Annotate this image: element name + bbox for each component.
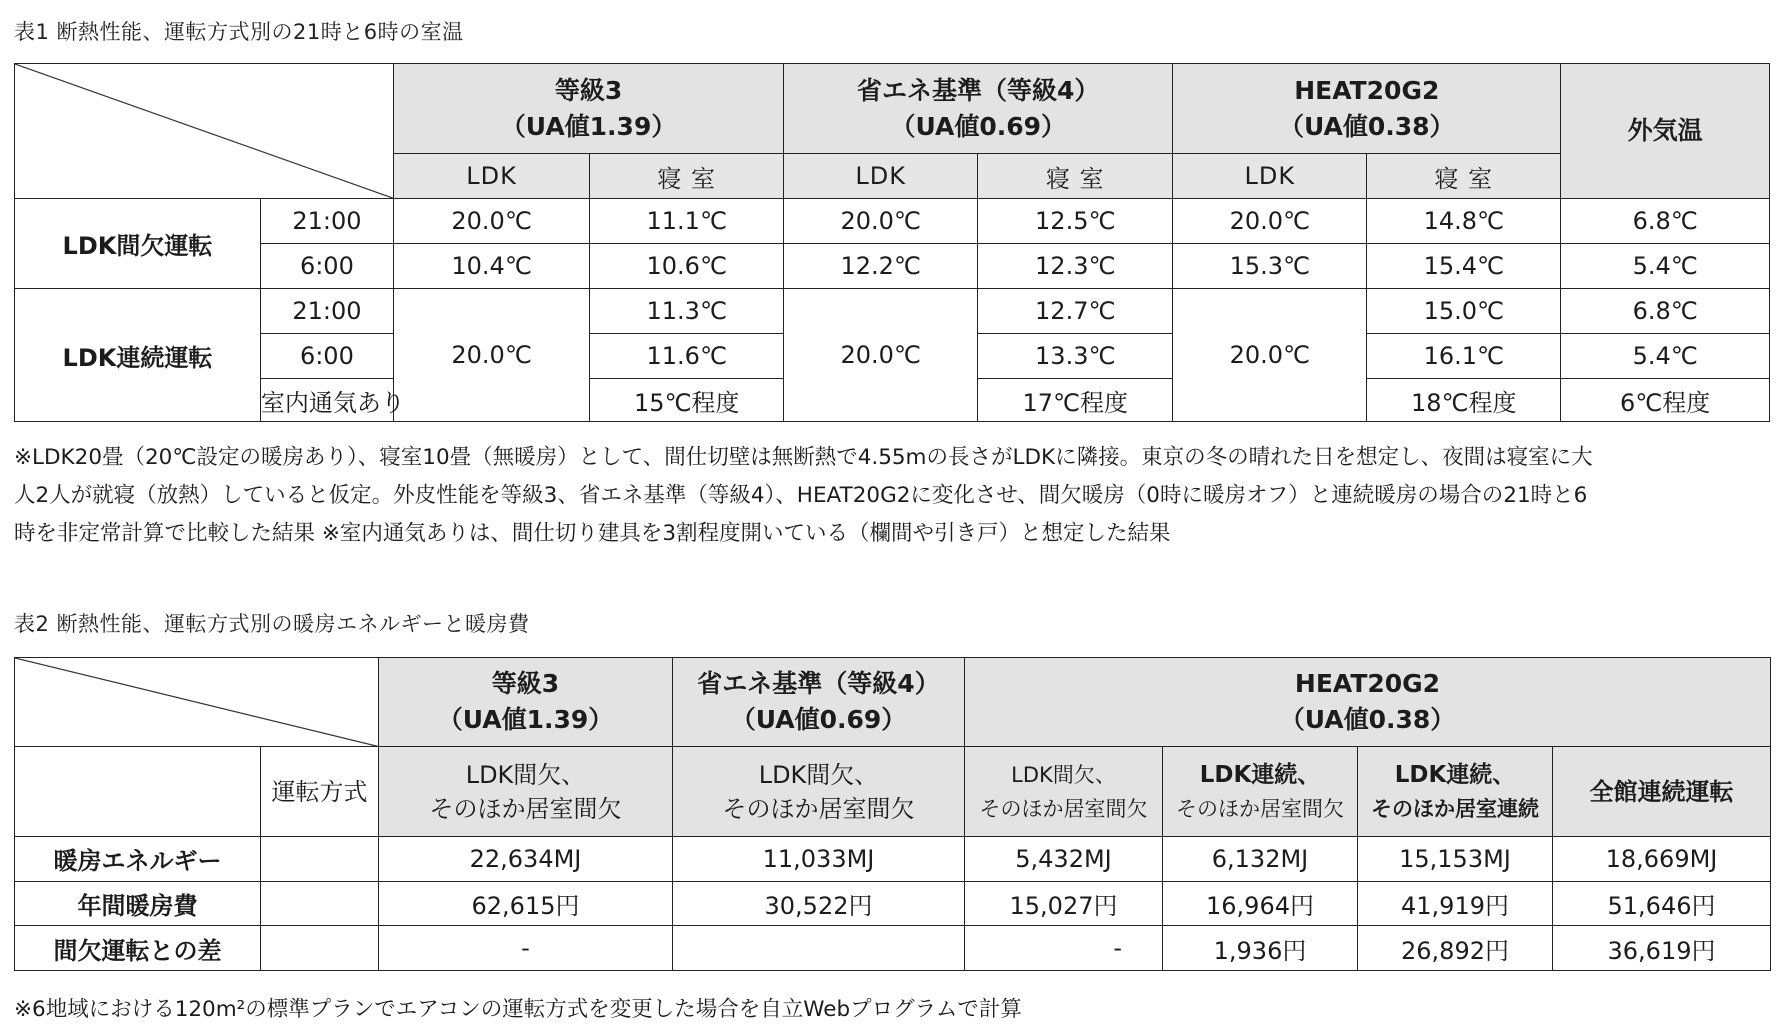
empty-cell — [261, 926, 379, 971]
table-cell: 18℃程度 — [1367, 379, 1561, 422]
table1-room-temperature — [14, 63, 1770, 422]
t1-sub-ldk: LDK — [1173, 154, 1367, 199]
table-cell: 14.8℃ — [1367, 199, 1561, 244]
table-cell: 13.3℃ — [978, 334, 1173, 379]
table-cell: 1,936円 — [1163, 926, 1358, 971]
row-annual-heating-cost: 年間暖房費 — [15, 881, 261, 926]
table-cell: 6℃程度 — [1561, 379, 1770, 422]
row-ldk-continuous: LDK連続運転 — [15, 289, 261, 422]
table-cell-merged: 20.0℃ — [1173, 289, 1367, 422]
t1-sub-bedroom: 寝 室 — [590, 154, 784, 199]
table-cell: 5,432MJ — [965, 836, 1163, 881]
table-cell: 20.0℃ — [393, 199, 589, 244]
table-cell: 15,153MJ — [1358, 836, 1553, 881]
t1-group-grade3: 等級3 （UA値1.39） — [393, 64, 783, 154]
table1-corner-cell — [15, 64, 394, 199]
table-cell: 5.4℃ — [1561, 334, 1770, 379]
table-cell: - — [379, 926, 673, 971]
mode-cell: LDK間欠、 そのほか居室間欠 — [379, 747, 673, 836]
table-cell: 20.0℃ — [1173, 199, 1367, 244]
table2-corner-blank — [15, 747, 261, 836]
time-label: 21:00 — [260, 289, 393, 334]
table-cell: 11.1℃ — [590, 199, 784, 244]
table-cell: - — [965, 926, 1163, 971]
table1-caption: 表1 断熱性能、運転方式別の21時と6時の室温 — [14, 20, 464, 44]
table-cell: 6.8℃ — [1561, 199, 1770, 244]
table-cell: 15.4℃ — [1367, 244, 1561, 289]
mode-cell: LDK間欠、 そのほか居室間欠 — [965, 747, 1163, 836]
t2-group-grade3: 等級3 （UA値1.39） — [379, 658, 673, 747]
table-cell: 11.6℃ — [590, 334, 784, 379]
diagonal-line — [15, 658, 378, 746]
table-cell: 11,033MJ — [673, 836, 965, 881]
table-cell: 26,892円 — [1358, 926, 1553, 971]
table-cell: 16.1℃ — [1367, 334, 1561, 379]
table-cell: 12.5℃ — [978, 199, 1173, 244]
row-heating-energy: 暖房エネルギー — [15, 836, 261, 881]
footnote-line: 時を非定常計算で比較した結果 ※室内通気ありは、間仕切り建具を3割程度開いている（欄間や引き戸）と想定した結果 — [14, 521, 1171, 546]
table-cell: 18,669MJ — [1553, 836, 1771, 881]
table-cell: 6,132MJ — [1163, 836, 1358, 881]
table-cell: 15.0℃ — [1367, 289, 1561, 334]
time-label: 6:00 — [260, 334, 393, 379]
table2-footnote: ※6地域における120m²の標準プランでエアコンの運転方式を変更した場合を自立Webプログラムで計算 — [14, 997, 1022, 1022]
t2-group-grade4: 省エネ基準（等級4） （UA値0.69） — [673, 658, 965, 747]
table-cell: 12.3℃ — [978, 244, 1173, 289]
table-cell: 15,027円 — [965, 881, 1163, 926]
table-cell: 41,919円 — [1358, 881, 1553, 926]
footnote-line: 人2人が就寝（放熱）していると仮定。外皮性能を等級3、省エネ基準（等級4）、HEAT20G2に変化させ、間欠暖房（0時に暖房オフ）と連続暖房の場合の21時と6 — [14, 483, 1588, 508]
t1-sub-bedroom: 寝 室 — [1367, 154, 1561, 199]
table1-footnote — [14, 439, 1764, 553]
t1-sub-ldk: LDK — [784, 154, 978, 199]
empty-cell — [261, 881, 379, 926]
table-cell-merged: 20.0℃ — [784, 289, 978, 422]
table-cell: 20.0℃ — [784, 199, 978, 244]
t1-outdoor-temp-header: 外気温 — [1561, 64, 1770, 199]
mode-cell: LDK間欠、 そのほか居室間欠 — [673, 747, 965, 836]
mode-cell: 全館連続運転 — [1553, 747, 1771, 836]
table-cell: 17℃程度 — [978, 379, 1173, 422]
t2-group-heat20g2: HEAT20G2 （UA値0.38） — [965, 658, 1771, 747]
table-cell-merged: 20.0℃ — [393, 289, 589, 422]
table-cell: 22,634MJ — [379, 836, 673, 881]
table2-corner-cell — [15, 658, 379, 747]
table-cell: 11.3℃ — [590, 289, 784, 334]
table-cell: 12.2℃ — [784, 244, 978, 289]
empty-cell — [261, 836, 379, 881]
t1-group-grade4: 省エネ基準（等級4） （UA値0.69） — [784, 64, 1173, 154]
table-cell: 15℃程度 — [590, 379, 784, 422]
time-label: 6:00 — [260, 244, 393, 289]
table-cell: 10.4℃ — [393, 244, 589, 289]
table-cell: 10.6℃ — [590, 244, 784, 289]
table-cell: 62,615円 — [379, 881, 673, 926]
mode-cell: LDK連続、 そのほか居室間欠 — [1163, 747, 1358, 836]
table-cell: 5.4℃ — [1561, 244, 1770, 289]
mode-label: 運転方式 — [261, 747, 379, 836]
table-cell: 30,522円 — [673, 881, 965, 926]
table-cell — [673, 926, 965, 971]
table-cell: 16,964円 — [1163, 881, 1358, 926]
row-ldk-intermittent: LDK間欠運転 — [15, 199, 261, 289]
table-cell: 15.3℃ — [1173, 244, 1367, 289]
table2-caption: 表2 断熱性能、運転方式別の暖房エネルギーと暖房費 — [14, 612, 530, 636]
table-cell: 6.8℃ — [1561, 289, 1770, 334]
table-cell: 36,619円 — [1553, 926, 1771, 971]
t1-sub-bedroom: 寝 室 — [978, 154, 1173, 199]
footnote-line: ※LDK20畳（20℃設定の暖房あり）、寝室10畳（無暖房）として、間仕切壁は無断熱で4.55mの長さがLDKに隣接。東京の冬の晴れた日を想定し、夜間は寝室に大 — [14, 445, 1593, 470]
t1-sub-ldk: LDK — [393, 154, 589, 199]
ventilation-label: 室内通気あり — [260, 379, 393, 422]
t1-group-heat20g2: HEAT20G2 （UA値0.38） — [1173, 64, 1561, 154]
table2-heating-energy — [14, 657, 1771, 971]
table-cell: 51,646円 — [1553, 881, 1771, 926]
time-label: 21:00 — [260, 199, 393, 244]
diagonal-line — [15, 64, 393, 198]
row-diff-from-intermittent: 間欠運転との差 — [15, 926, 261, 971]
table-cell: 12.7℃ — [978, 289, 1173, 334]
mode-cell: LDK連続、 そのほか居室連続 — [1358, 747, 1553, 836]
